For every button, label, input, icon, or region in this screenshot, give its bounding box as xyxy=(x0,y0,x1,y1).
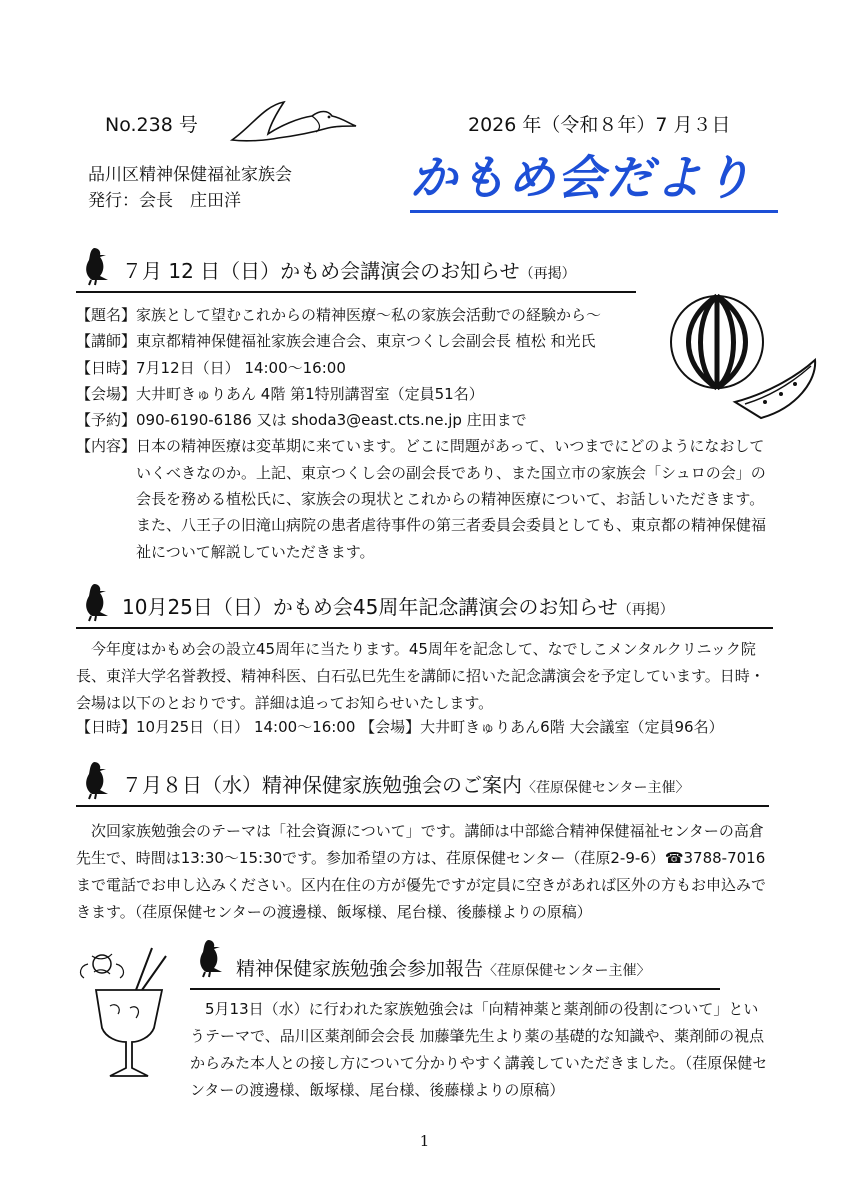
section2-title: 10月25日（日）かもめ会45周年記念講演会のお知らせ xyxy=(122,595,618,619)
detail-row-datetime: 【日時】7月12日（日） 14:00～16:00 xyxy=(76,358,346,377)
watermelon-icon xyxy=(665,290,825,430)
section2-title-note: （再掲） xyxy=(617,602,674,618)
organization-block xyxy=(88,162,292,214)
section1-title-note: （再掲） xyxy=(519,266,576,282)
section1-heading xyxy=(76,256,636,293)
section4-body: 5月13日（水）に行われた家族勉強会は「向精神薬と薬剤師の役割について」というテーマで、品川区薬剤師会会長 加藤肇先生より薬の基礎的な知識や、薬剤師の視点からみた本人との接し方について分かりやすく講義していただきました。（荏原保健センターの渡邊様、飯塚様、尾台様、後藤様よりの原稿） xyxy=(190,1000,768,1099)
seagull-icon xyxy=(228,96,360,146)
masthead-title: かもめ会だより xyxy=(410,150,778,213)
section2-body: 今年度はかもめ会の設立45周年に当たります。45周年を記念して、なでしこメンタルクリニック院長、東洋大学名誉教授、精神科医、白石弘巳先生を講師に招いた記念講演会を予定しています。日時・会場は以下のとおりです。詳細は追ってお知らせいたします。 xyxy=(76,640,765,712)
tropical-drink-icon xyxy=(74,942,184,1092)
detail-row-reservation: 【予約】090-6190-6186 又は shoda3@east.cts.ne.jp 庄田まで xyxy=(76,411,527,430)
detail-row-lecturer: 【講師】東京都精神保健福祉家族会連合会、東京つくし会副会長 植松 和光氏 xyxy=(76,332,596,351)
detail-row-venue: 【会場】大井町きゅりあん 4階 第1特別講習室（定員51名） xyxy=(76,384,484,403)
section4-heading xyxy=(190,954,720,990)
section3-title: ７月８日（水）精神保健家族勉強会のご案内 xyxy=(122,773,522,797)
section3-heading xyxy=(76,770,769,807)
section3-body: 次回家族勉強会のテーマは「社会資源について」です。講師は中部総合精神保健福祉センターの高倉先生で、時間は13:30～15:30です。参加希望の方は、荏原保健センター（荏原2-9-6）☎3788-7016まで電話でお申し込みください。区内在住の方が優先ですが定員に空きがあれば区外の方もお申込みできます。（荏原保健センターの渡邊様、飯塚様、尾台様、後藤様よりの原稿） xyxy=(76,822,767,921)
page-number: 1 xyxy=(419,1132,430,1150)
section3-title-note: 〈荏原保健センター主催〉 xyxy=(522,780,690,796)
section2-heading xyxy=(76,592,773,629)
issue-number: No.238 号 xyxy=(105,114,198,136)
organization-name: 品川区精神保健福祉家族会 xyxy=(88,165,292,185)
section2-detail: 【日時】10月25日（日） 14:00～16:00 【会場】大井町きゅりあん6階 大会議室（定員96名） xyxy=(76,718,724,736)
section1-title: ７月 12 日（日）かもめ会講演会のお知らせ xyxy=(122,259,520,283)
section4-title-note: 〈荏原保健センター主催〉 xyxy=(483,963,651,979)
detail-row-content: 【内容】 日本の精神医療は変革期に来ています。どこに問題があって、いつまでにどのようになおしていくべきなのか。上記、東京つくし会の副会長であり、また国立市の家族会「シュロの会」の会長を務める植松氏に、家族会の現状とこれからの精神医療について、お話しいただきます。また、八王子の旧滝山病院の患者虐待事件の第三者委員会委員としても、東京都の精神保健福祉について解説していただきます。 xyxy=(76,437,767,561)
detail-row-title: 【題名】家族として望むこれからの精神医療～私の家族会活動での経験から～ xyxy=(76,306,602,324)
section4-title: 精神保健家族勉強会参加報告 xyxy=(236,958,484,980)
issue-date: 2026 年（令和８年）7 月３日 xyxy=(468,114,731,136)
publisher: 発行：会長 庄田洋 xyxy=(88,191,241,211)
